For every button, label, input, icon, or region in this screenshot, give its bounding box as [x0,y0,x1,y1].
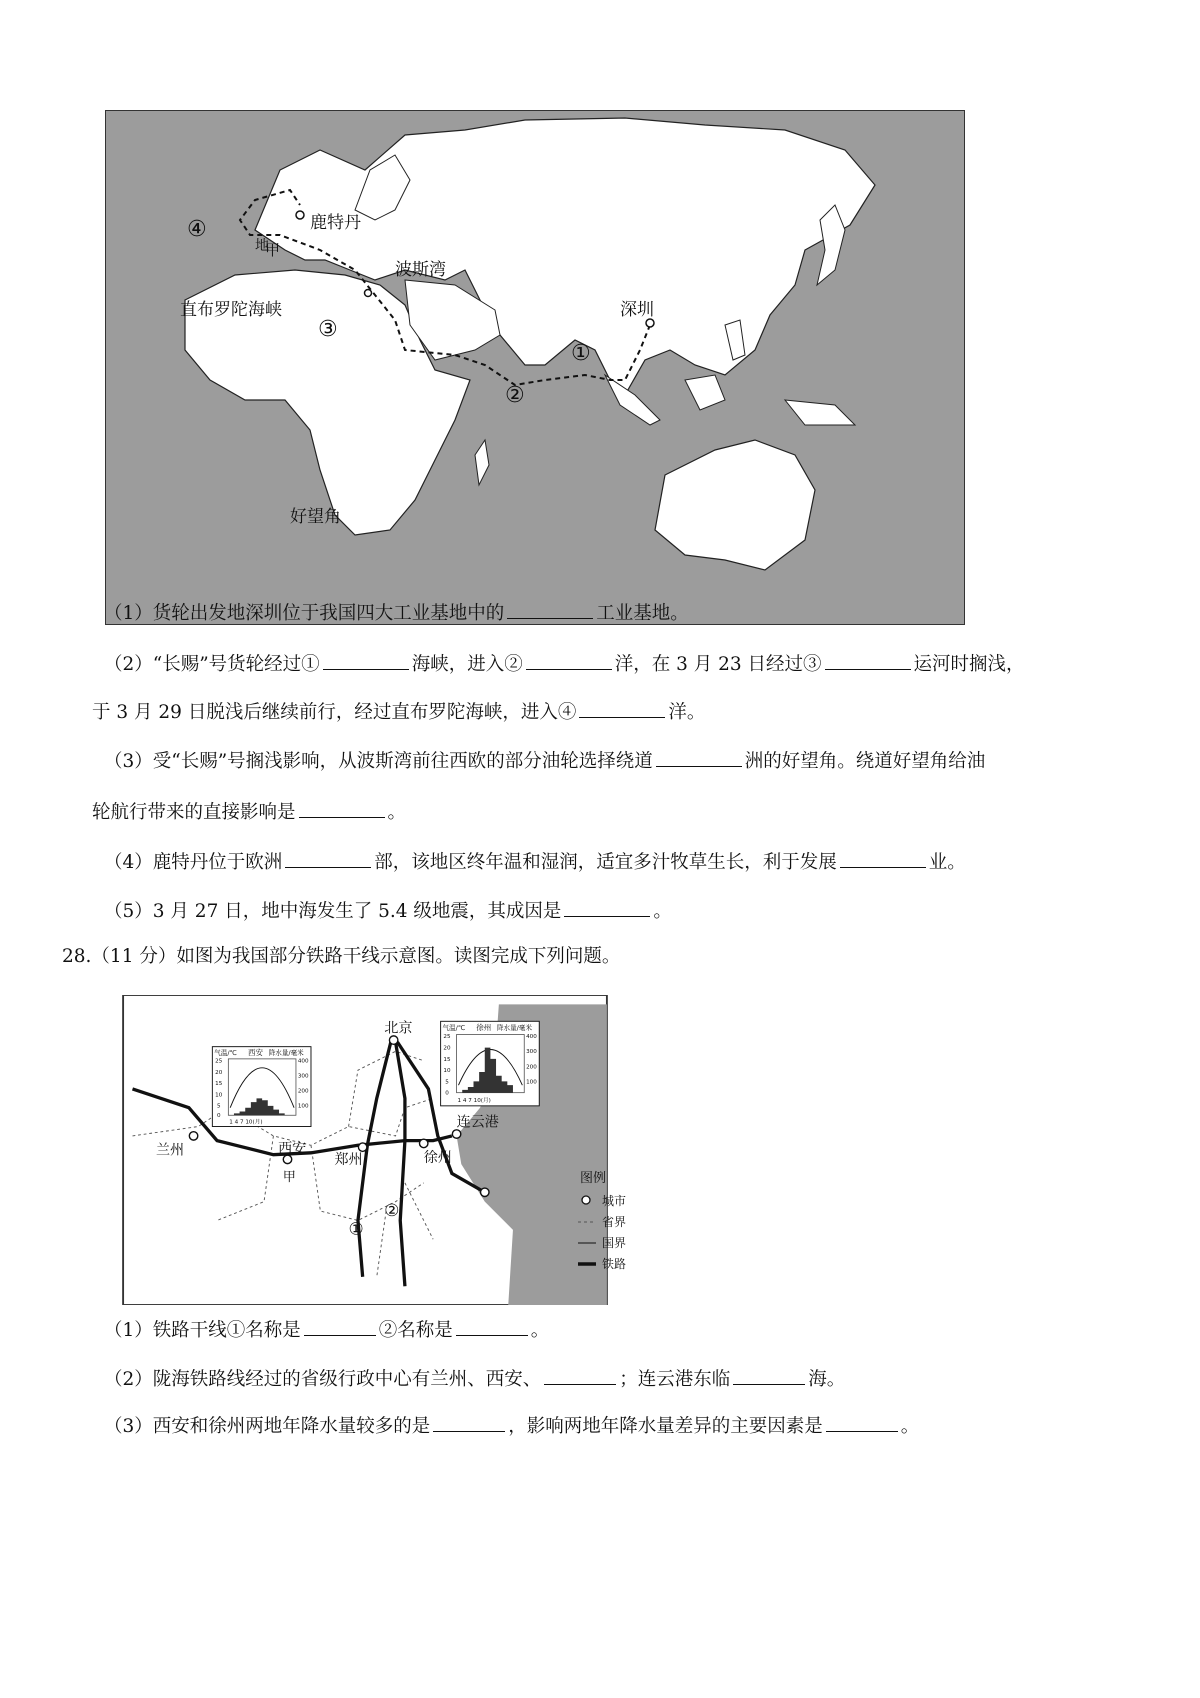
xian-tick-r: 200 [297,1088,309,1095]
answer-blank[interactable] [656,748,742,767]
q27-part3: （3）受“长赐”号搁浅影响，从波斯湾前往西欧的部分油轮选择绕道 洲的好望角。绕道好望角给油 [104,748,985,775]
zhengzhou-label: 郑州 [334,1152,363,1169]
legend-city: 城市 [602,1194,627,1208]
xian-months: 1 4 7 10(月) [229,1119,263,1126]
xuzhou-climate-chart [441,1021,540,1106]
answer-blank[interactable] [299,799,385,818]
railway-map [100,995,630,1305]
q28-part3: （3）西安和徐州两地年降水量较多的是 ，影响两地年降水量差异的主要因素是 。 [104,1413,919,1440]
q28-title: 28.（11 分）如图为我国部分铁路干线示意图。读图完成下列问题。 [62,946,621,967]
xuzhou-tick-l: 15 [443,1056,451,1063]
answer-blank[interactable] [825,651,911,670]
xuzhou-tick-r: 200 [526,1064,537,1071]
xuzhou-tick-l: 25 [443,1034,451,1041]
legend-country: 国界 [602,1236,627,1250]
xian-chart-prec-label: 降水量/毫米 [268,1049,304,1058]
xuzhou-chart-prec-label: 降水量/毫米 [496,1023,533,1032]
rotterdam-label: 鹿特丹 [310,213,361,233]
xian-tick-r: 400 [297,1058,309,1065]
shenzhen-point [646,319,654,327]
jia-label: 甲 [282,1170,296,1185]
marker-2: ② [505,383,525,408]
suez-point [365,290,372,297]
marker-3: ③ [318,317,338,342]
answer-blank[interactable] [733,1366,805,1385]
rotterdam-point [296,211,304,219]
answer-blank[interactable] [840,849,926,868]
beijing-point [389,1036,397,1044]
xian-chart-temp-label: 气温/℃ [214,1049,237,1058]
lanzhou-label: 兰州 [155,1142,185,1159]
railway-marker-1: ① [348,1218,364,1239]
railway-marker-2: ② [384,1199,400,1220]
xian-tick-l: 0 [217,1113,221,1120]
q27-part5: （5）3 月 27 日，地中海发生了 5.4 级地震，其成因是 。 [104,898,672,925]
answer-blank[interactable] [285,849,371,868]
xian-tick-l: 10 [215,1092,223,1099]
legend-rail: 铁路 [602,1257,627,1271]
marker-4: ④ [187,217,207,242]
di-label: 地 [255,238,269,254]
zhengzhou-point [358,1143,366,1151]
xuzhou-tick-r: 300 [526,1049,537,1056]
gibraltar-label: 直布罗陀海峡 [180,300,282,320]
xuzhou-tick-l: 10 [443,1068,451,1075]
xuzhou-tick-l: 5 [445,1079,449,1086]
xuzhou-label: 徐州 [423,1150,452,1167]
answer-blank[interactable] [544,1366,616,1385]
q27-part4: （4）鹿特丹位于欧洲 部，该地区终年温和湿润，适宜多汁牧草生长，利于发展 业。 [104,849,966,876]
xuzhou-tick-l: 0 [445,1090,449,1097]
xuzhou-tick-l: 20 [443,1045,451,1052]
q28-part1: （1）铁路干线①名称是 ②名称是 。 [104,1317,549,1344]
jia-label: 甲 [265,241,281,259]
answer-blank[interactable] [507,600,593,619]
q27-part2-cont: 于 3 月 29 日脱浅后继续前行，经过直布罗陀海峡，进入④ 洋。 [92,699,705,726]
answer-blank[interactable] [579,699,665,718]
legend-title: 图例 [580,1171,607,1186]
xuzhou-chart-temp-label: 气温/℃ [442,1023,466,1032]
xuzhou-chart-city: 徐州 [476,1022,492,1032]
xian-chart-city: 西安 [248,1048,264,1058]
legend-province: 省界 [602,1215,627,1229]
xian-tick-l: 15 [215,1081,223,1088]
shenzhen-label: 深圳 [620,300,654,320]
q27-part2: （2）“长赐”号货轮经过① 海峡，进入② 洋，在 3 月 23 日经过③ 运河时搁浅， [104,651,1025,678]
xian-tick-l: 25 [215,1058,223,1065]
answer-blank[interactable] [304,1317,376,1336]
answer-blank[interactable] [826,1413,898,1432]
answer-blank[interactable] [564,898,650,917]
q27-part3-cont: 轮航行带来的直接影响是 。 [92,799,406,826]
answer-blank[interactable] [526,651,612,670]
xuzhou-point [419,1139,427,1147]
lianyungang-point [452,1130,460,1138]
cape-label: 好望角 [290,507,341,527]
xian-label: 西安 [278,1140,307,1157]
persian-gulf-label: 波斯湾 [395,260,446,280]
answer-blank[interactable] [456,1317,528,1336]
xuzhou-months: 1 4 7 10(月) [457,1098,491,1105]
xian-tick-l: 20 [215,1069,223,1076]
xian-climate-chart [212,1047,311,1127]
world-route-map [105,110,965,625]
xian-tick-r: 100 [297,1103,309,1110]
q27-part1: （1）货轮出发地深圳位于我国四大工业基地中的 工业基地。 [104,600,689,627]
answer-blank[interactable] [323,651,409,670]
shanghai-point [481,1188,489,1196]
answer-blank[interactable] [433,1413,505,1432]
xian-tick-l: 5 [217,1103,221,1110]
xuzhou-tick-r: 400 [526,1034,537,1041]
lianyungang-label: 连云港 [456,1114,499,1131]
q28-part2: （2）陇海铁路线经过的省级行政中心有兰州、西安、 ；连云港东临 海。 [104,1366,845,1393]
xuzhou-tick-r: 100 [526,1079,537,1086]
xian-tick-r: 300 [297,1073,309,1080]
marker-1: ① [571,341,591,366]
lanzhou-point [189,1132,197,1140]
railway-legend [570,1168,660,1283]
beijing-label: 北京 [384,1020,413,1037]
